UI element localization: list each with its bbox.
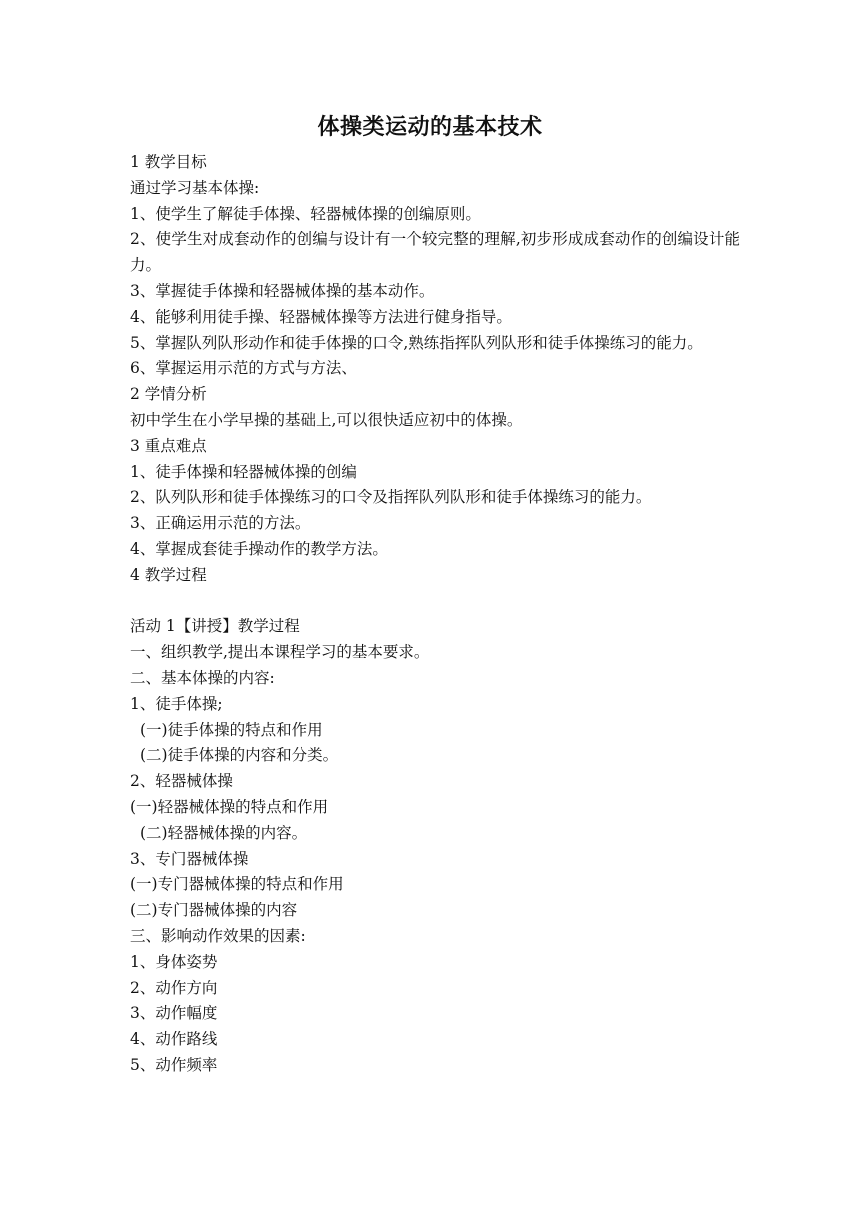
list-item: 3、掌握徒手体操和轻器械体操的基本动作。 bbox=[130, 281, 435, 300]
list-item: 3、动作幅度 bbox=[130, 1004, 218, 1023]
list-item: 2、轻器械体操 bbox=[130, 772, 233, 791]
sub-list-item: (二)徒手体操的内容和分类。 bbox=[140, 746, 339, 765]
activity-heading: 活动 1【讲授】教学过程 bbox=[130, 617, 300, 636]
document-body bbox=[130, 150, 740, 1079]
list-item: 5、掌握队列队形动作和徒手体操的口令,熟练指挥队列队形和徒手体操练习的能力。 bbox=[130, 333, 703, 352]
list-item: 3、正确运用示范的方法。 bbox=[130, 514, 311, 533]
sub-list-item: (一)专门器械体操的特点和作用 bbox=[130, 875, 344, 894]
sub-list-item: (一)轻器械体操的特点和作用 bbox=[130, 797, 329, 816]
blank-line bbox=[130, 589, 740, 615]
paragraph-line: 三、影响动作效果的因素: bbox=[130, 926, 306, 945]
list-item: 2、使学生对成套动作的创编与设计有一个较完整的理解,初步形成成套动作的创编设计能力。 bbox=[130, 230, 740, 275]
list-item: 6、掌握运用示范的方式与方法、 bbox=[130, 359, 357, 378]
sub-list-item: (一)徒手体操的特点和作用 bbox=[140, 720, 323, 739]
sub-list-item: (二)专门器械体操的内容 bbox=[130, 901, 298, 920]
section-heading-process: 4 教学过程 bbox=[130, 565, 207, 584]
list-item: 2、队列队形和徒手体操练习的口令及指挥队列队形和徒手体操练习的能力。 bbox=[130, 488, 652, 507]
paragraph-line: 通过学习基本体操: bbox=[130, 178, 260, 197]
paragraph-line: 二、基本体操的内容: bbox=[130, 668, 275, 687]
list-item: 1、使学生了解徒手体操、轻器械体操的创编原则。 bbox=[130, 204, 481, 223]
list-item: 5、动作频率 bbox=[130, 1055, 218, 1074]
document-title: 体操类运动的基本技术 bbox=[317, 114, 543, 140]
list-item: 4、掌握成套徒手操动作的教学方法。 bbox=[130, 539, 388, 558]
section-heading-objectives: 1 教学目标 bbox=[130, 153, 207, 171]
list-item: 1、身体姿势 bbox=[130, 952, 218, 971]
paragraph-line: 初中学生在小学早操的基础上,可以很快适应初中的体操。 bbox=[130, 410, 523, 429]
list-item: 4、能够利用徒手操、轻器械体操等方法进行健身指导。 bbox=[130, 307, 512, 326]
paragraph-line: 一、组织教学,提出本课程学习的基本要求。 bbox=[130, 643, 430, 662]
section-heading-analysis: 2 学情分析 bbox=[130, 385, 207, 404]
list-item: 3、专门器械体操 bbox=[130, 849, 249, 868]
list-item: 4、动作路线 bbox=[130, 1030, 218, 1049]
list-item: 2、动作方向 bbox=[130, 978, 218, 997]
list-item: 1、徒手体操; bbox=[130, 694, 223, 713]
section-heading-key-points: 3 重点难点 bbox=[130, 436, 207, 455]
sub-list-item: (二)轻器械体操的内容。 bbox=[140, 823, 308, 842]
list-item: 1、徒手体操和轻器械体操的创编 bbox=[130, 462, 357, 481]
